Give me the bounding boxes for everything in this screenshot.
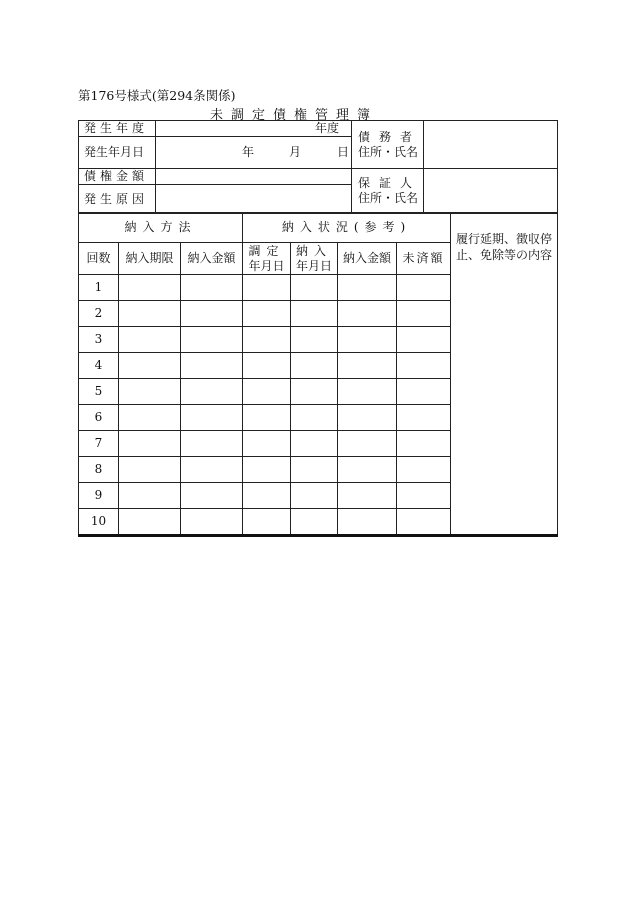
set-date-cell[interactable] (243, 301, 291, 327)
row-number: 9 (79, 483, 119, 509)
due-cell[interactable] (119, 483, 181, 509)
fiscal-year-unit: 年度 (314, 121, 339, 135)
row-number: 3 (79, 327, 119, 353)
amount-cell[interactable] (181, 457, 243, 483)
cause-field[interactable] (156, 185, 352, 214)
settled-cell[interactable] (397, 275, 451, 301)
date-year: 年 (242, 145, 255, 159)
set-date-cell[interactable] (243, 327, 291, 353)
set-date-cell[interactable] (243, 431, 291, 457)
settled-cell[interactable] (397, 483, 451, 509)
payment-table (78, 212, 558, 537)
col-set-date-bottom: 年月日 (248, 258, 285, 273)
due-cell[interactable] (119, 327, 181, 353)
row-number: 7 (79, 431, 119, 457)
amount-cell[interactable] (181, 483, 243, 509)
col-count: 回数 (79, 243, 119, 275)
form-number: 第176号様式(第294条関係) (78, 88, 236, 103)
guarantor-field[interactable] (424, 169, 558, 214)
col-set-date (243, 243, 291, 275)
row-number: 4 (79, 353, 119, 379)
pay-date-cell[interactable] (291, 509, 338, 536)
col-pay-date-bottom: 年月日 (296, 258, 333, 273)
payment-method-header: 納入方法 (79, 213, 243, 243)
row-number: 2 (79, 301, 119, 327)
date-month: 月 (289, 145, 302, 159)
amount-cell[interactable] (181, 275, 243, 301)
amount-cell[interactable] (181, 509, 243, 536)
guarantor-label-cell (352, 169, 424, 214)
set-date-cell[interactable] (243, 353, 291, 379)
cause-label: 発生原因 (79, 185, 156, 214)
settled-cell[interactable] (397, 327, 451, 353)
settled-cell[interactable] (397, 405, 451, 431)
debtor-label: 債務者 (358, 129, 422, 144)
pay-date-cell[interactable] (291, 483, 338, 509)
pay-date-cell[interactable] (291, 431, 338, 457)
paid-amount-cell[interactable] (338, 457, 397, 483)
due-cell[interactable] (119, 431, 181, 457)
col-pay-date (291, 243, 338, 275)
due-cell[interactable] (119, 301, 181, 327)
guarantor-sub-label: 住所・氏名 (358, 191, 419, 205)
amount-cell[interactable] (181, 327, 243, 353)
amount-cell[interactable] (181, 353, 243, 379)
paid-amount-cell[interactable] (338, 405, 397, 431)
row-number: 6 (79, 405, 119, 431)
due-cell[interactable] (119, 379, 181, 405)
due-cell[interactable] (119, 405, 181, 431)
amount-cell[interactable] (181, 431, 243, 457)
fiscal-year-field[interactable] (156, 121, 352, 137)
paid-amount-cell[interactable] (338, 353, 397, 379)
paid-amount-cell[interactable] (338, 327, 397, 353)
due-cell[interactable] (119, 353, 181, 379)
remarks-column[interactable] (451, 213, 558, 536)
amount-cell[interactable] (181, 301, 243, 327)
row-number: 8 (79, 457, 119, 483)
paid-amount-cell[interactable] (338, 483, 397, 509)
form-title: 未調定債権管理簿 (210, 108, 379, 123)
fiscal-year-label: 発生年度 (79, 121, 156, 137)
pay-date-cell[interactable] (291, 275, 338, 301)
amount-label: 債権金額 (79, 169, 156, 185)
col-due: 納入期限 (119, 243, 181, 275)
settled-cell[interactable] (397, 379, 451, 405)
set-date-cell[interactable] (243, 509, 291, 536)
payment-status-header: 納入状況(参考) (243, 213, 451, 243)
set-date-cell[interactable] (243, 483, 291, 509)
date-label: 発生年月日 (79, 137, 156, 169)
paid-amount-cell[interactable] (338, 379, 397, 405)
row-number: 10 (79, 509, 119, 536)
pay-date-cell[interactable] (291, 457, 338, 483)
set-date-cell[interactable] (243, 457, 291, 483)
settled-cell[interactable] (397, 301, 451, 327)
debtor-field[interactable] (424, 121, 558, 169)
pay-date-cell[interactable] (291, 405, 338, 431)
settled-cell[interactable] (397, 457, 451, 483)
amount-cell[interactable] (181, 379, 243, 405)
set-date-cell[interactable] (243, 275, 291, 301)
row-number: 5 (79, 379, 119, 405)
col-set-date-top: 調定 (248, 243, 285, 258)
set-date-cell[interactable] (243, 379, 291, 405)
amount-field[interactable] (156, 169, 352, 185)
guarantor-label: 保証人 (358, 176, 422, 190)
date-day: 日 (337, 145, 350, 159)
debtor-sub-label: 住所・氏名 (358, 144, 419, 159)
col-paid-amount: 納入金額 (338, 243, 397, 275)
due-cell[interactable] (119, 457, 181, 483)
paid-amount-cell[interactable] (338, 431, 397, 457)
col-pay-date-top: 納入 (296, 243, 333, 258)
set-date-cell[interactable] (243, 405, 291, 431)
pay-date-cell[interactable] (291, 327, 338, 353)
pay-date-cell[interactable] (291, 353, 338, 379)
col-amount: 納入金額 (181, 243, 243, 275)
row-number: 1 (79, 275, 119, 301)
paid-amount-cell[interactable] (338, 275, 397, 301)
paid-amount-cell[interactable] (338, 509, 397, 536)
settled-cell[interactable] (397, 353, 451, 379)
col-settled: 未済額 (397, 243, 451, 275)
paid-amount-cell[interactable] (338, 301, 397, 327)
due-cell[interactable] (119, 275, 181, 301)
date-field[interactable] (156, 137, 352, 169)
amount-cell[interactable] (181, 405, 243, 431)
pay-date-cell[interactable] (291, 379, 338, 405)
upper-table (78, 120, 558, 214)
settled-cell[interactable] (397, 431, 451, 457)
remarks-header: 履行延期、徴収停止、免除等の内容 (456, 232, 553, 262)
settled-cell[interactable] (397, 509, 451, 536)
pay-date-cell[interactable] (291, 301, 338, 327)
debtor-label-cell (352, 121, 424, 169)
due-cell[interactable] (119, 509, 181, 536)
